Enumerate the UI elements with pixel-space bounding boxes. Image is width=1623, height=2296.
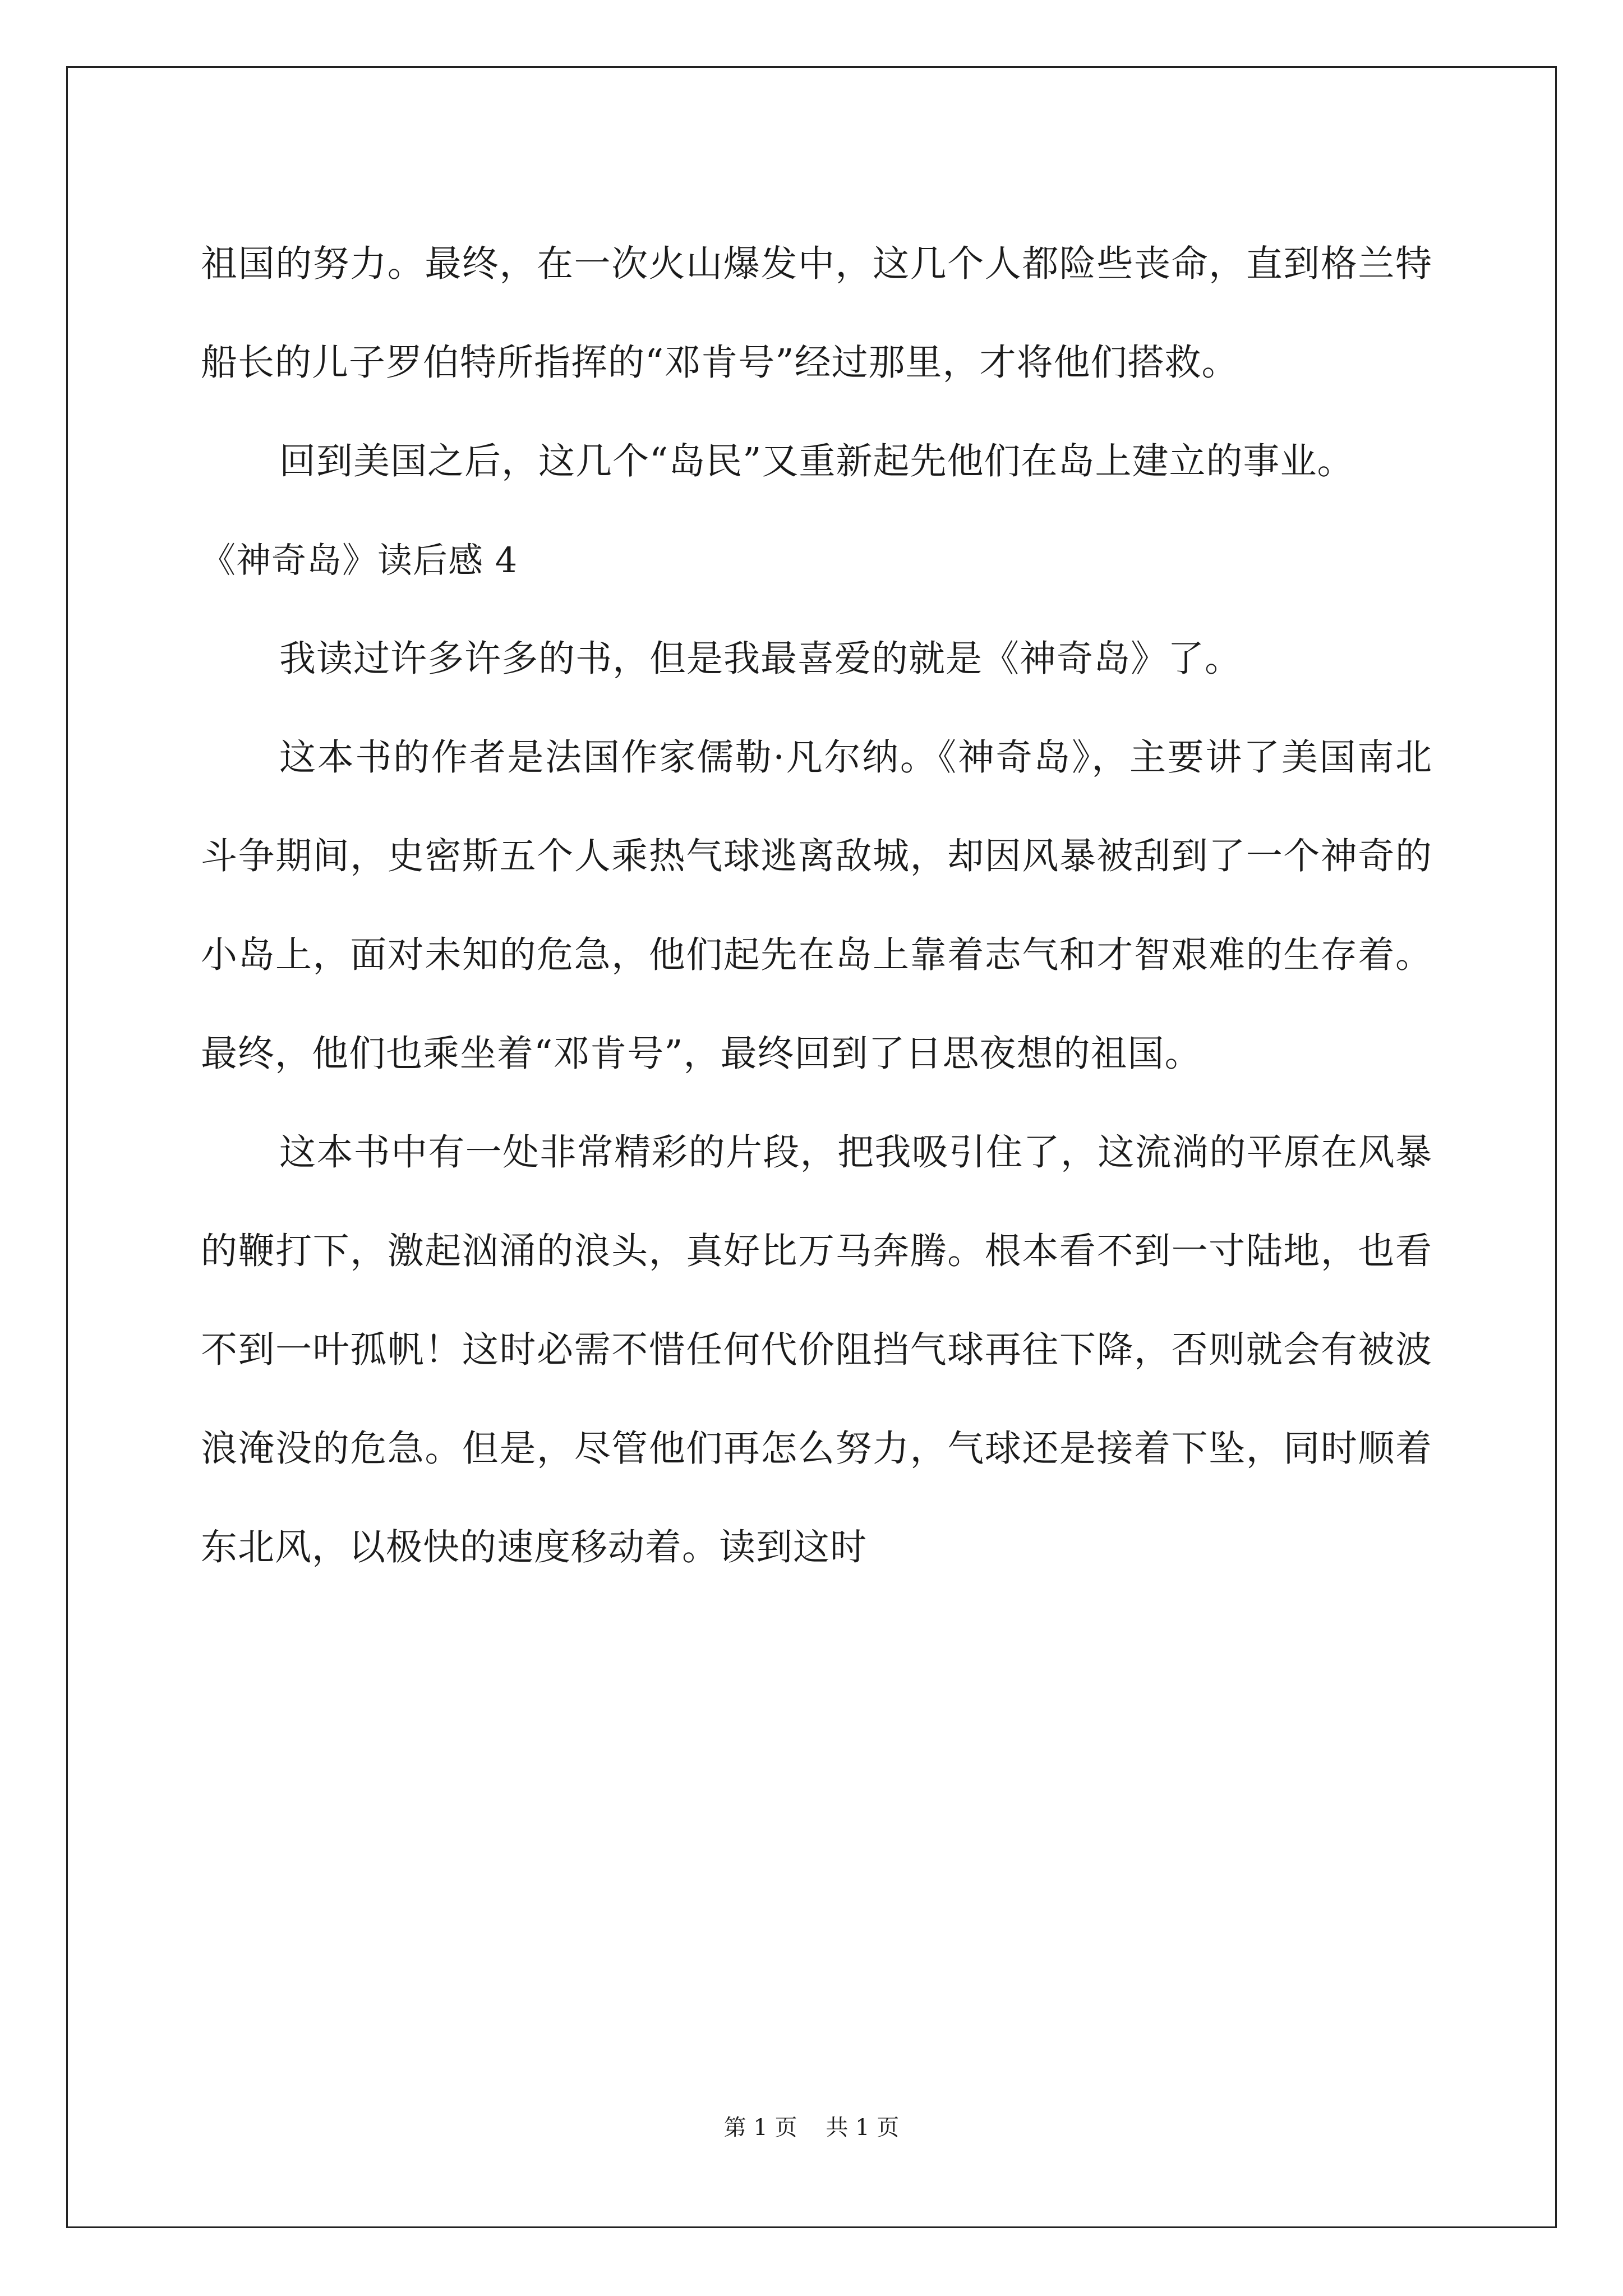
paragraph-return-to-america: 回到美国之后，这几个“岛民”又重新起先他们在岛上建立的事业。 <box>279 440 1354 482</box>
page-footer <box>0 2114 1623 2142</box>
paragraph-book-summary: 这本书的作者是法国作家儒勒·凡尔纳。《神奇岛》，主要讲了美国南北斗争期间，史密斯五个人乘热气球逃离敌城，却因风暴被刮到了一个神奇的小岛上，面对未知的危急，他们起先在岛上靠着志气和才智艰难的生存着。最终，他们也乘坐着“邓肯号”，最终回到了日思夜想的祖国。 <box>201 737 1432 1075</box>
section-heading: 《神奇岛》读后感 4 <box>201 540 518 581</box>
paragraph-continuation: 祖国的努力。最终，在一次火山爆发中，这几个人都险些丧命，直到格兰特船长的儿子罗伯特所指挥的“邓肯号”经过那里，才将他们搭救。 <box>201 243 1432 384</box>
page-number: 第 1 页 <box>723 2115 797 2141</box>
page-total: 共 1 页 <box>826 2115 900 2141</box>
document-body <box>201 215 1432 1597</box>
paragraph-exciting-passage: 这本书中有一处非常精彩的片段，把我吸引住了，这流淌的平原在风暴的鞭打下，激起汹涌的浪头，真好比万马奔腾。根本看不到一寸陆地，也看不到一叶孤帆！这时必需不惜任何代价阻挡气球再往下降，否则就会有被波浪淹没的危急。但是，尽管他们再怎么努力，气球还是接着下坠，同时顺着东北风，以极快的速度移动着。读到这时 <box>201 1131 1432 1568</box>
paragraph-favorite-book: 我读过许多许多的书，但是我最喜爱的就是《神奇岛》了。 <box>279 638 1242 680</box>
